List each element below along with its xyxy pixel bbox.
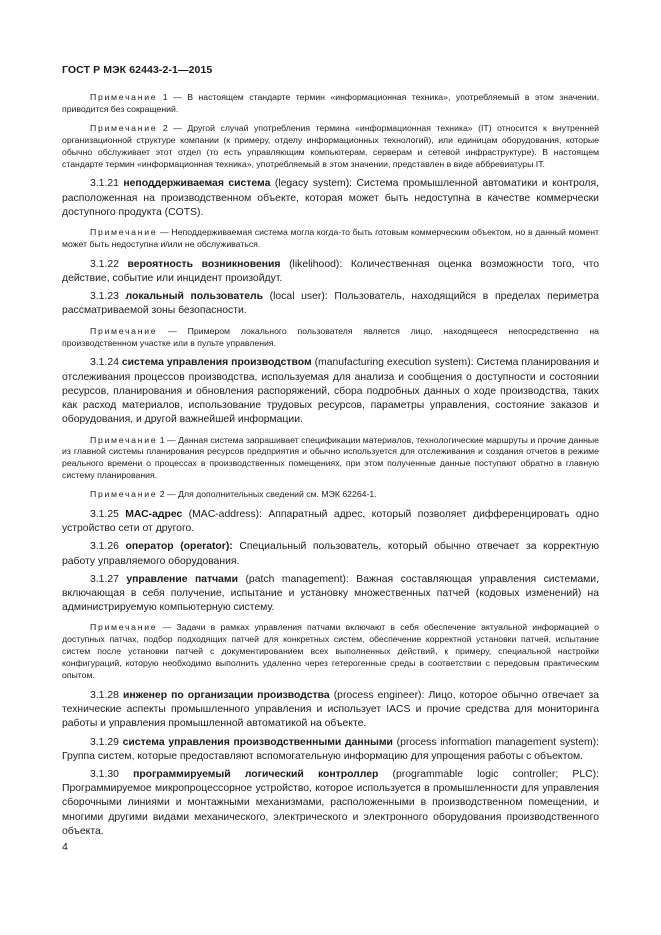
term-name: программируемый логический контроллер — [133, 769, 379, 780]
note-text: — Неподдерживаемая система могла когда-то быть готовым коммерческим объектом, но в данный момент может быть недоступна и/или не обслуживаться. — [62, 227, 599, 249]
term-definition: (local user): Пользователь, находящийся в пределах периметра рассматриваемой зоны безопасности. — [62, 291, 599, 317]
term-name: неподдерживаемая система — [123, 178, 271, 190]
note-text: — Примером локального пользователя является лицо, находящееся непосредственно на производственном участке или в пульте управления. — [62, 325, 599, 348]
term-name: локальный пользователь — [125, 291, 264, 303]
term-name: система управления производством — [121, 357, 312, 369]
term-definition: (programmable logic controller; PLC): Программируемое микропроцессорное устройство, которое используется в промышленности для управления сборочными линиями и монтажными механизмами, расположенными в производственном помещении, и многими другими видами механического, электрического и электронного оборудования производственного объекта. — [62, 769, 599, 837]
term-3-1-24 — [62, 356, 599, 427]
term-number: 3.1.27 — [90, 573, 119, 585]
note-7 — [62, 622, 599, 682]
term-3-1-22 — [62, 258, 599, 286]
note-2 — [62, 123, 599, 171]
term-name: инженер по организации производства — [122, 689, 330, 701]
document-body — [62, 92, 599, 843]
term-name: вероятность возникновения — [127, 258, 281, 270]
note-6 — [62, 489, 599, 501]
term-number: 3.1.22 — [90, 258, 119, 270]
term-3-1-30 — [62, 768, 599, 839]
term-definition: (patch management): Важная составляющая управления системами, включающая в себя получение, испытание и установку множественных патчей (кодовых изменений) на администрируемую компьютерную систему. — [62, 573, 599, 614]
term-3-1-26 — [62, 540, 599, 568]
term-definition: (legacy system): Система промышленной автоматики и контроля, расположенная на производственном объекте, которая может быть недоступна в качестве коммерчески доступного продукта (COTS). — [62, 178, 599, 218]
term-number: 3.1.24 — [90, 357, 119, 369]
term-number: 3.1.29 — [90, 736, 119, 748]
term-3-1-23 — [62, 290, 599, 318]
document-header: ГОСТ Р МЭК 62443-2-1—2015 — [62, 64, 213, 76]
term-number: 3.1.28 — [90, 689, 119, 701]
term-number: 3.1.30 — [90, 769, 119, 780]
term-name: МАС-адрес — [125, 509, 183, 521]
note-label: Примечание — [90, 325, 158, 336]
term-name: управление патчами — [126, 573, 238, 585]
term-definition: (manufacturing execution system): Система планирования и отслеживания процессов производства, используемая для анализа и сообщения о доступности и состоянии ресурсов, планирования и обновления распоряжений, сбора подробных данных о ходе производства, таких как расход материалов, использование трудовых ресурсов, параметры управления, состояние заказов и оборудования, и другой важнейшей информации. — [62, 357, 599, 426]
note-label: Примечание — [90, 227, 158, 238]
term-name: оператор (operator): — [125, 541, 233, 553]
page-number: 4 — [62, 841, 68, 853]
term-3-1-25 — [62, 508, 599, 536]
term-definition: (likelihood): Количественная оценка возможности того, что действие, событие или инцидент произойдут. — [62, 258, 600, 285]
note-3 — [62, 227, 599, 251]
term-3-1-21 — [62, 177, 599, 220]
note-label: Примечание — [90, 92, 158, 102]
term-number: 3.1.26 — [90, 541, 119, 553]
note-text: 2 — Для дополнительных сведений см. МЭК 62264-1. — [159, 489, 377, 500]
note-4 — [62, 326, 599, 350]
note-1 — [62, 92, 599, 116]
term-3-1-28 — [62, 689, 599, 732]
term-3-1-27 — [62, 573, 599, 616]
note-label: Примечание — [90, 434, 158, 445]
note-label: Примечание — [90, 489, 158, 500]
note-text: — Задачи в рамках управления патчами включают в себя обеспечение актуальной информацией о доступных патчах, подбор подходящих патчей для конкретных систем, обеспечение корректной установки патчей, испытание систем после установки патчей с документированием всех выполненных действий, к примеру, специальной настройки конфигураций, которую необходимо выполнить удаленно через гетерогенные среды в соответствии с передовым практическим опытом. — [62, 622, 600, 681]
term-number: 3.1.23 — [90, 291, 119, 303]
note-text: 1 — В настоящем стандарте термин «информационная техника», употребляемый в этом значении, приводится без сокращений. — [62, 92, 599, 114]
note-text: 2 — Другой случай употребления термина «информационная техника» (IT) относится к внутренней организационной структуре компании (к примеру, отделу информационных технологий), или единицам оборудования, которые обычно обслуживает этот отдел (то есть управляющим компьютерам, серверам и сетевой инфраструктуре). В настоящем стандарте термин «информационная техника», употребляемый в этом значении, представлен в виде аббревиатуры IT. — [62, 122, 599, 169]
term-definition: (process engineer): Лицо, которое обычно отвечает за технические аспекты промышленного управления и использует IACS и прочие средства для мониторинга работы и управления промышленной автоматикой на объекте. — [62, 689, 600, 730]
note-label: Примечание — [90, 122, 158, 133]
term-name: система управления производственными данными — [122, 736, 393, 748]
term-definition: (MAC-address): Аппаратный адрес, который позволяет дифференцировать одно устройство сети от другого. — [62, 509, 599, 535]
term-3-1-29 — [62, 736, 599, 764]
note-text: 1 — Данная система запрашивает спецификации материалов, технологические маршруты и прочие данные из главной системы планирования ресурсов предприятия и обычно используется для отслеживания и создания отчетов в режиме реального времени о процессах в производственных помещениях, при этом полученные данные поступают обратно в главную систему планирования. — [62, 434, 599, 481]
term-number: 3.1.21 — [90, 178, 119, 190]
note-label: Примечание — [90, 622, 158, 633]
term-definition: Специальный пользователь, который обычно отвечает за корректную работу управляемого оборудования. — [62, 541, 599, 567]
term-number: 3.1.25 — [90, 509, 119, 521]
note-5 — [62, 435, 599, 483]
term-definition: (process information management system): Группа систем, которые предоставляют вспомогательную информацию для упрощения работы с объектом. — [62, 736, 599, 762]
